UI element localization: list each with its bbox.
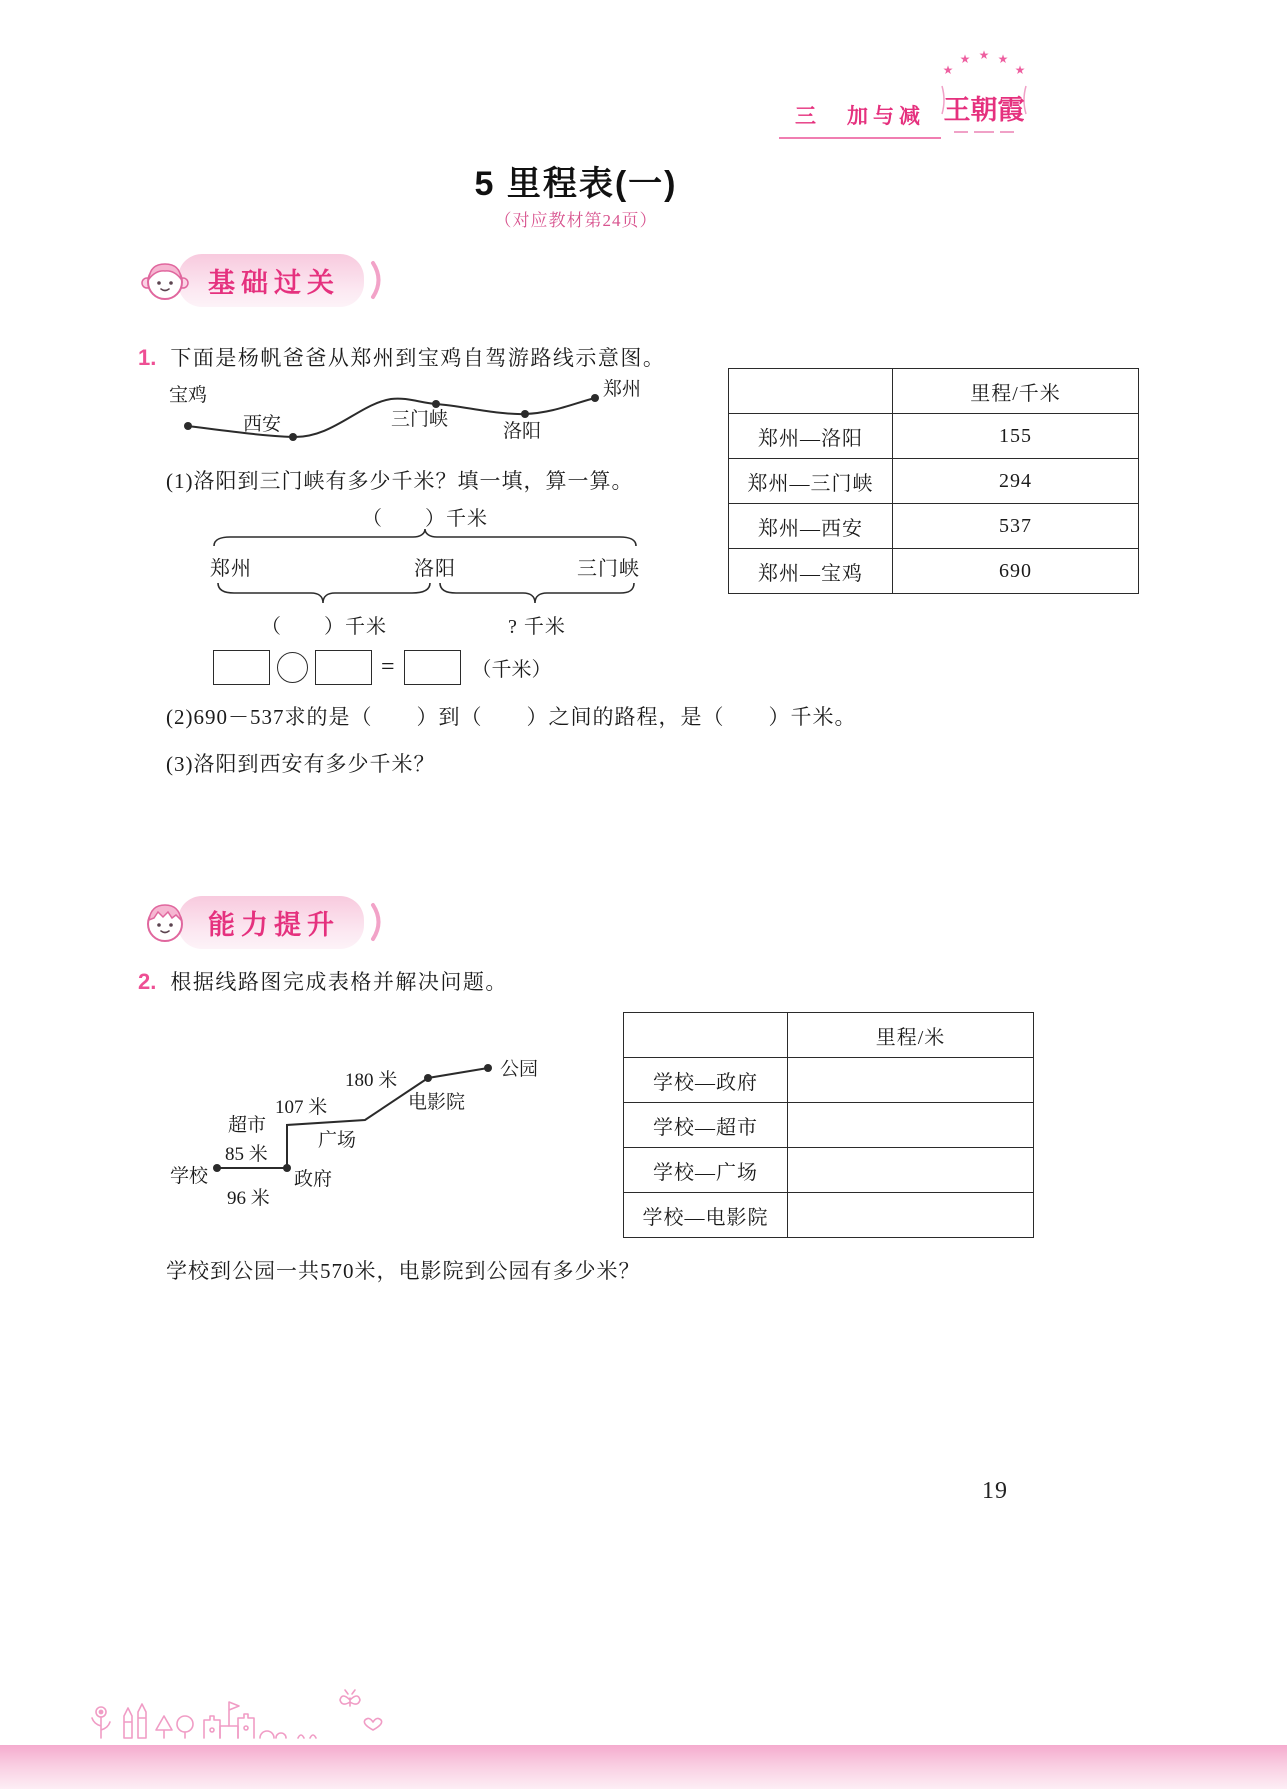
answer-box-2[interactable] [315, 650, 372, 685]
footer-band [0, 1745, 1287, 1789]
segment-diagram [210, 502, 640, 642]
table-row [624, 1103, 1034, 1148]
table-header-row [729, 369, 1139, 414]
mascot-girl-icon [140, 255, 190, 305]
point-label-zhengzhou: 郑州 [210, 558, 252, 580]
stop-label-cinema: 电影院 [408, 1092, 466, 1113]
city-label-zhengzhou: 郑州 [603, 379, 642, 400]
table-row [729, 549, 1139, 594]
equation-unit-label: （千米） [471, 659, 552, 681]
answer-cell[interactable] [788, 1148, 1034, 1193]
question-1-stem: 下面是杨帆爸爸从郑州到宝鸡自驾游路线示意图。 [170, 347, 666, 370]
left-distance-label: （ ）千米 [261, 616, 387, 638]
stop-label-park: 公园 [500, 1059, 539, 1080]
mileage-table-km [728, 368, 1139, 594]
distance-value: 537 [893, 504, 1139, 549]
right-distance-label: ? 千米 [508, 616, 566, 638]
table-corner-cell [624, 1013, 788, 1058]
point-label-sanmenxia: 三门峡 [577, 558, 640, 580]
equation-row [213, 650, 552, 685]
distance-value: 294 [893, 459, 1139, 504]
stamp-text: 王朝霞 [943, 95, 1025, 125]
stop-label-supermarket: 超市 [228, 1115, 267, 1136]
table-header-cell: 里程/千米 [893, 369, 1139, 414]
question-2-stem: 根据线路图完成表格并解决问题。 [170, 971, 508, 994]
route-pair-label: 学校—政府 [624, 1058, 788, 1103]
distance-label-plaza-cinema: 180 米 [345, 1070, 398, 1091]
mascot-boy-icon [140, 897, 190, 947]
distance-label-school-gov: 96 米 [227, 1188, 270, 1209]
table-row [729, 414, 1139, 459]
city-label-luoyang: 洛阳 [503, 421, 542, 442]
table-corner-cell [729, 369, 893, 414]
stamp-stars-icon [943, 48, 1026, 77]
point-label-luoyang: 洛阳 [414, 558, 456, 580]
equals-sign: = [381, 654, 395, 680]
flower-doodle-icon [92, 1707, 110, 1738]
answer-box-1[interactable] [213, 650, 270, 685]
overbrace [210, 528, 640, 548]
table-row [624, 1058, 1034, 1103]
q1-part2-text: (2)690－537求的是（ ）到（ ）之间的路程，是（ ）千米。 [166, 705, 857, 729]
route-pair-label: 郑州—宝鸡 [729, 549, 893, 594]
question-2-number: 2. [138, 969, 157, 994]
question-1-number: 1. [138, 345, 157, 370]
svg-text:★: ★ [959, 52, 971, 66]
bush-doodle-icon [260, 1731, 286, 1738]
distance-value: 690 [893, 549, 1139, 594]
route-map-zhengzhou-baoji [163, 374, 673, 470]
stop-label-government: 政府 [294, 1169, 333, 1190]
table-header-cell: 里程/米 [788, 1013, 1034, 1058]
grass-doodle-icon [298, 1735, 316, 1738]
svg-text:★: ★ [997, 52, 1009, 66]
heart-doodle-icon [364, 1718, 381, 1730]
section-basic [140, 254, 387, 306]
stop-label-school: 学校 [170, 1166, 209, 1187]
question-1 [138, 342, 665, 372]
question-2 [138, 966, 508, 996]
route-map-school-park [170, 1036, 580, 1216]
route-pair-label: 学校—广场 [624, 1148, 788, 1193]
city-label-sanmenxia: 三门峡 [391, 409, 449, 430]
section-basic-label: 基础过关 [178, 254, 364, 307]
butterfly-doodle-icon [340, 1690, 360, 1706]
table-row [624, 1193, 1034, 1238]
table-header-row [624, 1013, 1034, 1058]
page-title: 5 里程表(一) [474, 165, 678, 203]
q1-part3-text: (3)洛阳到西安有多少千米？ [166, 752, 436, 776]
tree-doodle-icon [156, 1716, 193, 1738]
city-label-xian: 西安 [243, 414, 282, 435]
section-header-tail-icon [369, 260, 387, 300]
total-distance-label: （ ）千米 [362, 508, 488, 530]
answer-cell[interactable] [788, 1193, 1034, 1238]
stop-label-plaza: 广场 [318, 1130, 357, 1151]
route-pair-label: 学校—电影院 [624, 1193, 788, 1238]
unit-header: 三 加与减 [779, 100, 941, 139]
underbraces [210, 582, 640, 608]
brand-stamp [934, 46, 1034, 146]
q1-part1-text: (1)洛阳到三门峡有多少千米？填一填，算一算。 [166, 469, 634, 493]
castle-doodle-icon [204, 1702, 254, 1738]
pencil-doodle-icon [124, 1704, 146, 1738]
footer-doodles [88, 1682, 388, 1746]
answer-cell[interactable] [788, 1058, 1034, 1103]
page-number: 19 [982, 1478, 1008, 1504]
route-pair-label: 郑州—洛阳 [729, 414, 893, 459]
mileage-table-m [623, 1012, 1034, 1238]
city-label-baoji: 宝鸡 [169, 385, 208, 406]
section-advanced [140, 896, 387, 948]
table-row [729, 504, 1139, 549]
route-pair-label: 郑州—西安 [729, 504, 893, 549]
q2-question: 学校到公园一共570米，电影院到公园有多少米？ [166, 1259, 641, 1283]
operator-circle[interactable] [277, 652, 308, 683]
section-header-tail-icon [369, 902, 387, 942]
route-pair-label: 郑州—三门峡 [729, 459, 893, 504]
table-row [624, 1148, 1034, 1193]
table-row [729, 459, 1139, 504]
page-subtitle: （对应教材第24页） [494, 211, 658, 230]
svg-text:★: ★ [942, 63, 954, 77]
svg-text:★: ★ [1014, 63, 1026, 77]
distance-label-market-plaza: 107 米 [275, 1097, 328, 1118]
answer-box-3[interactable] [404, 650, 461, 685]
svg-text:★: ★ [978, 48, 990, 62]
route-pair-label: 学校—超市 [624, 1103, 788, 1148]
answer-cell[interactable] [788, 1103, 1034, 1148]
section-advanced-label: 能力提升 [178, 896, 364, 949]
distance-value: 155 [893, 414, 1139, 459]
distance-label-gov-market: 85 米 [225, 1144, 268, 1165]
